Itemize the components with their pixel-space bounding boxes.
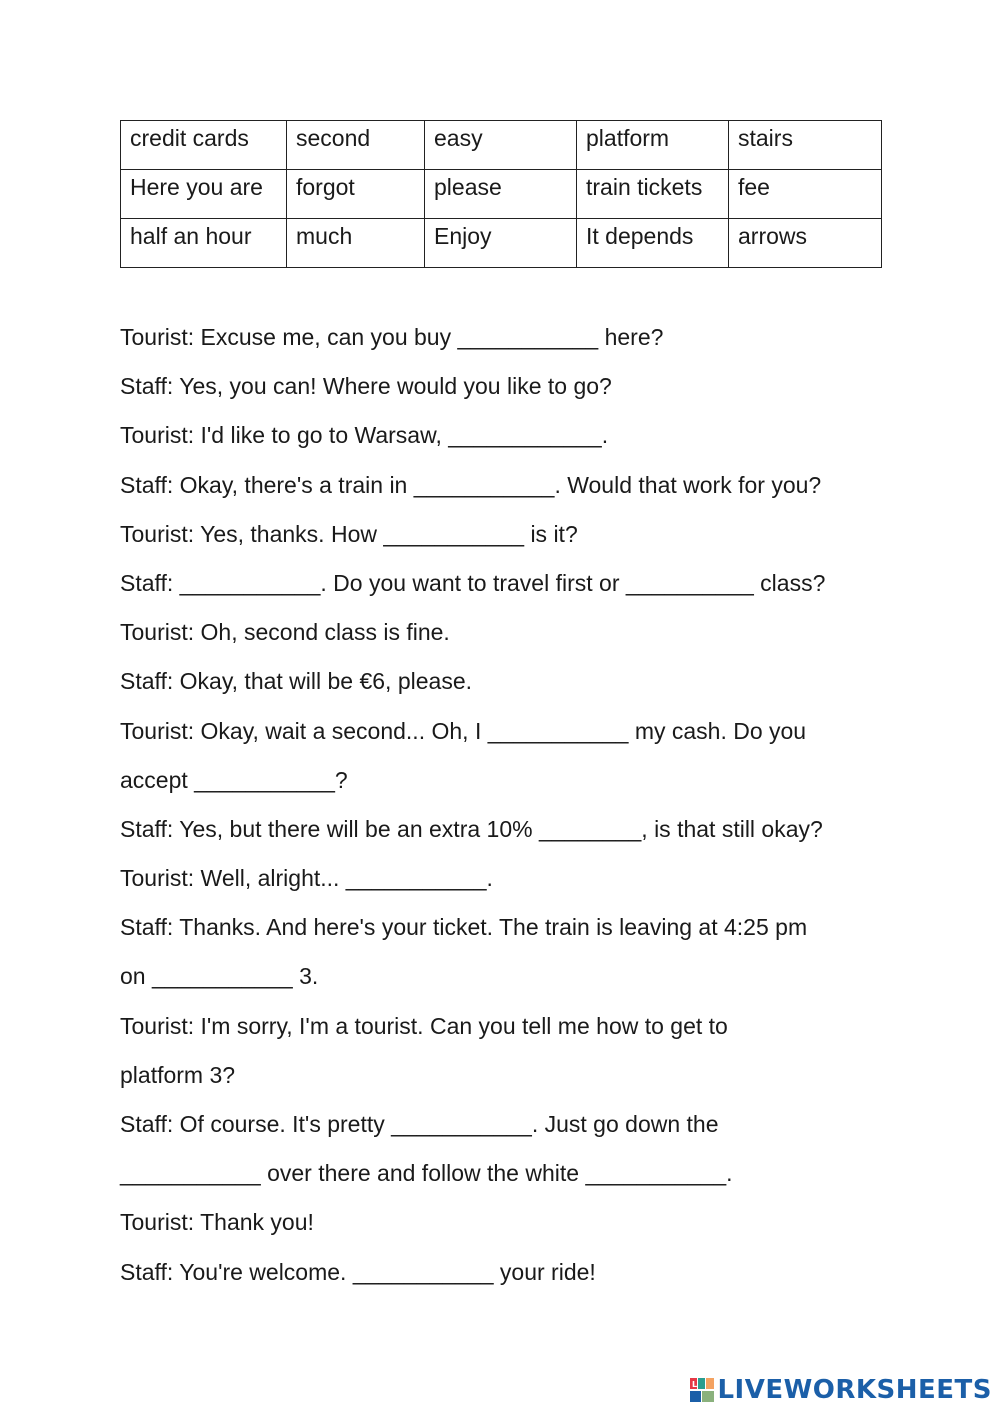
word-bank-table	[120, 120, 882, 268]
word-bank-cell: Enjoy	[425, 219, 577, 268]
dialogue-line: Staff: ___________. Do you want to travel first or __________ class?	[120, 569, 826, 596]
dialogue-line: Staff: Of course. It's pretty ___________. Just go down the	[120, 1111, 719, 1137]
dialogue-line: Staff: Yes, but there will be an extra 10% ________, is that still okay?	[120, 815, 823, 842]
dialogue-line: Tourist: Yes, thanks. How ___________ is it?	[120, 520, 578, 547]
word-bank-cell: train tickets	[577, 170, 729, 219]
dialogue-line: ___________ over there and follow the white ___________.	[120, 1160, 733, 1187]
dialogue-line: accept ___________?	[120, 766, 348, 793]
word-bank-cell: second	[287, 121, 425, 170]
dialogue-line: Tourist: Okay, wait a second... Oh, I ___________ my cash. Do you	[120, 717, 807, 744]
word-bank-cell: please	[425, 170, 577, 219]
word-bank-cell: credit cards	[121, 121, 287, 170]
dialogue-line: Tourist: Well, alright... ___________.	[120, 865, 493, 892]
svg-text:L: L	[692, 1380, 698, 1389]
dialogue	[120, 318, 890, 1302]
word-bank-cell: Here you are	[121, 170, 287, 219]
word-bank-row	[121, 219, 882, 268]
dialogue-line: Staff: Okay, that will be €6, please.	[120, 668, 473, 695]
word-bank-cell: half an hour	[121, 219, 287, 268]
dialogue-line: Staff: Okay, there's a train in ___________. Would that work for you?	[120, 471, 822, 498]
dialogue-line: Tourist: I'm sorry, I'm a tourist. Can you tell me how to get to	[120, 1012, 728, 1039]
liveworksheets-branding	[689, 1373, 992, 1407]
word-bank-row	[121, 121, 882, 170]
word-bank-row	[121, 170, 882, 219]
brand-text: LIVEWORKSHEETS	[717, 1375, 992, 1405]
word-bank-cell: platform	[577, 121, 729, 170]
dialogue-line: Tourist: Thank you!	[120, 1209, 314, 1236]
dialogue-line: Tourist: Excuse me, can you buy ___________ here?	[120, 324, 664, 350]
word-bank-cell: much	[287, 219, 425, 268]
liveworksheets-logo-icon	[689, 1377, 715, 1403]
dialogue-line: Staff: You're welcome. ___________ your ride!	[120, 1258, 596, 1285]
dialogue-line: on ___________ 3.	[120, 963, 319, 990]
word-bank-cell: easy	[425, 121, 577, 170]
word-bank-cell: fee	[729, 170, 882, 219]
dialogue-line: platform 3?	[120, 1061, 236, 1088]
word-bank-cell: arrows	[729, 219, 882, 268]
dialogue-line: Staff: Thanks. And here's your ticket. The train is leaving at 4:25 pm	[120, 914, 808, 941]
word-bank-cell: forgot	[287, 170, 425, 219]
dialogue-line: Staff: Yes, you can! Where would you like to go?	[120, 373, 612, 400]
word-bank-cell: It depends	[577, 219, 729, 268]
word-bank-cell: stairs	[729, 121, 882, 170]
dialogue-line: Tourist: Oh, second class is fine.	[120, 619, 450, 646]
dialogue-line: Tourist: I'd like to go to Warsaw, ____________.	[120, 422, 609, 449]
